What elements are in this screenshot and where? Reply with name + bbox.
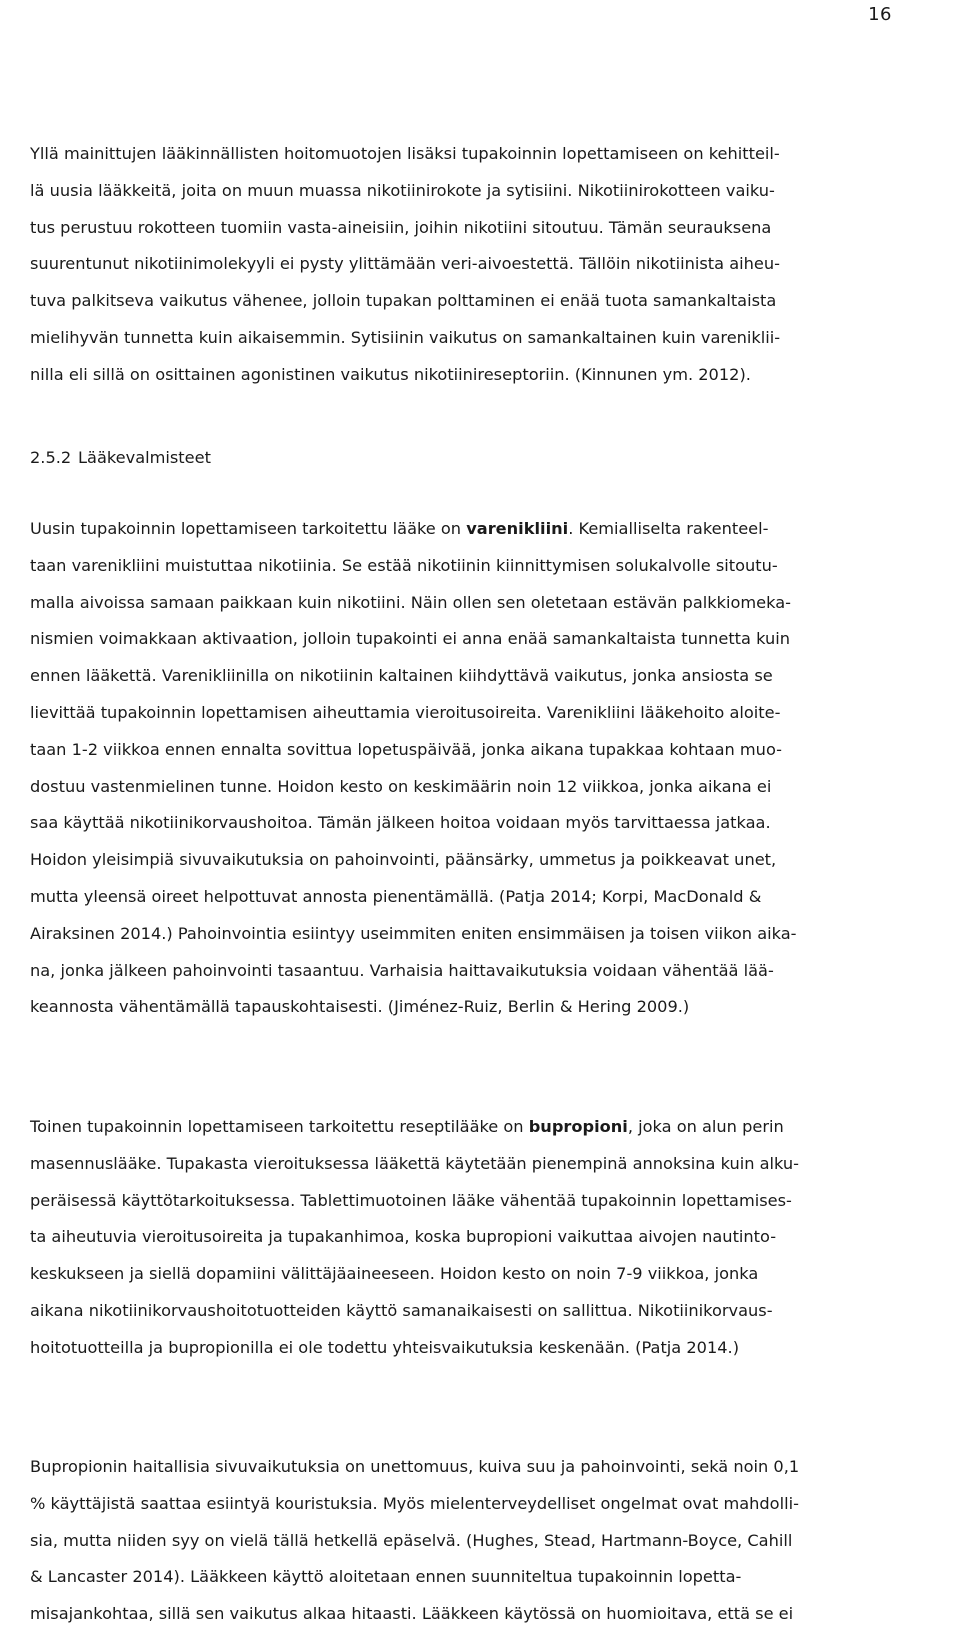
text-line: dostuu vastenmielinen tunne. Hoidon kesto on keskimäärin noin 12 viikkoa, jonka aikana ei (30, 776, 772, 796)
bold-term: bupropioni (528, 1117, 628, 1136)
text-line: Airaksinen 2014.) Pahoinvointia esiintyy useimmiten eniten ensimmäisen ja toisen viikon aika- (30, 923, 797, 943)
text-line: lievittää tupakoinnin lopettamisen aiheuttamia vieroitusoireita. Varenikliini lääkehoito aloite- (30, 702, 781, 722)
text-line: ta aiheutuvia vieroitusoireita ja tupakanhimoa, koska bupropioni vaikuttaa aivojen nautinto- (30, 1227, 777, 1247)
section-number: 2.5.2 (30, 448, 72, 467)
bold-term: varenikliini (466, 519, 569, 538)
text-line: hoitotuotteilla ja bupropionilla ei ole todettu yhteisvaikutuksia keskenään. (Patja 2014.) (30, 1337, 740, 1357)
text-line: mutta yleensä oireet helpottuvat annosta pienentämällä. (Patja 2014; Korpi, MacDonald & (30, 886, 762, 906)
text-line: Hoidon yleisimpiä sivuvaikutuksia on pahoinvointi, päänsärky, ummetus ja poikkeavat unet, (30, 850, 777, 870)
text-line: malla aivoissa samaan paikkaan kuin nikotiini. Näin ollen sen oletetaan estävän palkkiomeka- (30, 592, 791, 612)
text-line: nilla eli sillä on osittainen agonistinen vaikutus nikotiinireseptoriin. (Kinnunen ym. 2012). (30, 364, 751, 384)
paragraph-bupropioni (30, 1109, 926, 1367)
paragraph-side-effects (30, 1449, 926, 1633)
text-line: nismien voimakkaan aktivaation, jolloin tupakointi ei anna enää samankaltaista tunnetta kuin (30, 629, 790, 649)
text-line: Bupropionin haitallisia sivuvaikutuksia on unettomuus, kuiva suu ja pahoinvointi, sekä noin 0,1 (30, 1457, 800, 1476)
text-line: & Lancaster 2014). Lääkkeen käyttö aloitetaan ennen suunniteltua tupakoinnin lopetta- (30, 1567, 742, 1587)
text-line: lä uusia lääkkeitä, joita on muun muassa nikotiinirokote ja sytisiini. Nikotiinirokotteen vaiku- (30, 180, 775, 200)
text-line: taan varenikliini muistuttaa nikotiinia. Se estää nikotiinin kiinnittymisen solukalvolle sitoutu- (30, 555, 778, 575)
text-line: % käyttäjistä saattaa esiintyä kouristuksia. Myös mielenterveydelliset ongelmat ovat mahdolli- (30, 1493, 799, 1513)
text-line: taan 1-2 viikkoa ennen ennalta sovittua lopetuspäivää, jonka aikana tupakkaa kohtaan muo- (30, 739, 782, 759)
text-line: na, jonka jälkeen pahoinvointi tasaantuu. Varhaisia haittavaikutuksia voidaan vähentää lää- (30, 960, 774, 980)
page-number: 16 (868, 4, 892, 25)
paragraph-intro (30, 136, 926, 394)
text-line: mielihyvän tunnetta kuin aikaisemmin. Sytisiinin vaikutus on samankaltainen kuin vareniklii- (30, 327, 781, 347)
text-line: aikana nikotiinikorvaushoitotuotteiden käyttö samanaikaisesti on sallittua. Nikotiinikorvaus- (30, 1300, 773, 1320)
text-line: suurentunut nikotiinimolekyyli ei pysty ylittämään veri-aivoestettä. Tällöin nikotiinista aiheu- (30, 254, 780, 274)
text-run: Toinen tupakoinnin lopettamiseen tarkoitettu reseptilääke on (30, 1117, 529, 1136)
text-line: tuva palkitseva vaikutus vähenee, jolloin tupakan polttaminen ei enää tuota samankaltaista (30, 291, 777, 311)
text-line: ennen lääkettä. Varenikliinilla on nikotiinin kaltainen kiihdyttävä vaikutus, jonka ansiosta se (30, 666, 773, 686)
text-line: misajankohtaa, sillä sen vaikutus alkaa hitaasti. Lääkkeen käytössä on huomioitava, että se ei (30, 1604, 794, 1624)
text-run: , joka on alun perin (627, 1117, 784, 1136)
text-line (30, 1109, 926, 1146)
text-line: masennuslääke. Tupakasta vieroituksessa lääkettä käytetään pienempinä annoksina kuin alku- (30, 1153, 800, 1173)
text-line: Yllä mainittujen lääkinnällisten hoitomuotojen lisäksi tupakoinnin lopettamiseen on kehitteil- (30, 144, 780, 163)
text-line: keannosta vähentämällä tapauskohtaisesti. (Jiménez-Ruiz, Berlin & Hering 2009.) (30, 997, 690, 1017)
text-line: sia, mutta niiden syy on vielä tällä hetkellä epäselvä. (Hughes, Stead, Hartmann-Boyce, Cahill (30, 1530, 793, 1550)
paragraph-varenikliini (30, 511, 926, 1026)
text-run: Uusin tupakoinnin lopettamiseen tarkoitettu lääke on (30, 519, 467, 538)
section-title: Lääkevalmisteet (78, 448, 211, 467)
section-heading (30, 440, 211, 476)
text-run: . Kemialliselta rakenteel- (568, 519, 769, 538)
text-line: tus perustuu rokotteen tuomiin vasta-aineisiin, joihin nikotiini sitoutuu. Tämän seurauksena (30, 217, 772, 237)
text-line: keskukseen ja siellä dopamiini välittäjäaineeseen. Hoidon kesto on noin 7-9 viikkoa, jonka (30, 1264, 759, 1284)
text-line: saa käyttää nikotiinikorvaushoitoa. Tämän jälkeen hoitoa voidaan myös tarvittaessa jatkaa. (30, 813, 771, 833)
text-line: peräisessä käyttötarkoituksessa. Tablettimuotoinen lääke vähentää tupakoinnin lopettamises- (30, 1190, 792, 1210)
text-line (30, 511, 926, 548)
